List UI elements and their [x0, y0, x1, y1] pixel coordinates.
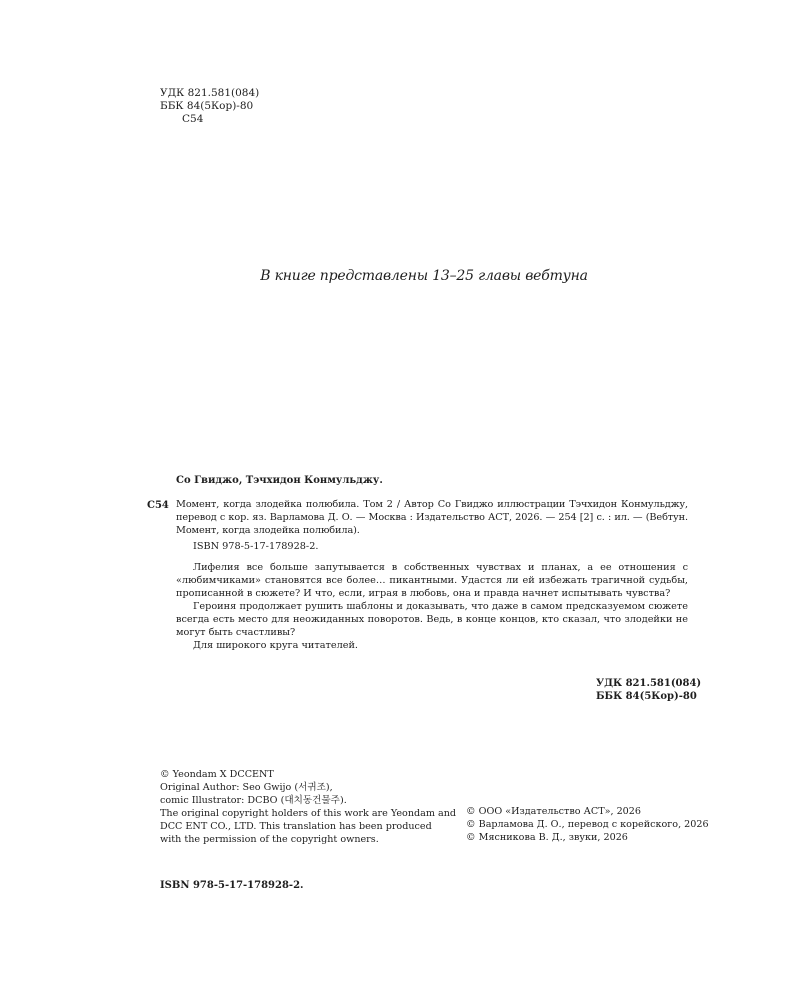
copyright-line: comic Illustrator: DCBO (대치동건물주).	[160, 795, 347, 806]
authors-line: Со Гвиджо, Тэчхидон Конмульджу.	[176, 475, 383, 486]
copyright-line: © ООО «Издательство АСТ», 2026	[466, 806, 641, 817]
bibliographic-block	[176, 498, 688, 652]
copyright-line: © Варламова Д. О., перевод с корейского, 2026	[466, 819, 709, 830]
copyright-line: © Мясникова В. Д., звуки, 2026	[466, 832, 628, 843]
header-udk: УДК 821.581(084)	[160, 87, 260, 99]
header-classification-codes	[160, 87, 259, 126]
bib-line: когда злодейка полюбила).	[222, 525, 360, 536]
russian-copyright-block	[466, 805, 709, 844]
copyright-line: The original copyright holders of this work are Yeondam and	[160, 808, 457, 819]
annotation-paragraph-2: Героиня продолжает рушить шаблоны и доказывать, что даже в самом предсказуемом сюжете всегда есть место для неожиданных поворотов. Ведь, в конце концов, кто сказал, что злодейки не могут быть счастливы?	[176, 601, 688, 638]
original-copyright-block	[160, 768, 456, 846]
copyright-line: DCC ENT CO., LTD. This translation has been produced	[160, 821, 432, 832]
header-bbk: ББК 84(5Кор)-80	[160, 100, 254, 112]
bibliographic-isbn: ISBN 978-5-17-178928-2.	[193, 541, 319, 552]
copyright-line: with the permission of the copyright owners.	[160, 834, 379, 845]
bib-line: Момент, когда злодейка полюбила. Том 2 / Автор Со Гвиджо иллюстрации Тэчхидон Конмульджу,	[176, 499, 688, 510]
header-author-code: С54	[182, 113, 204, 125]
bib-line: перевод с кор. яз. Варламова Д. О. — Москва : Издательство АСТ, 2026. — 254 [2] с. : ил. — (Вебтун. Момент,	[176, 512, 688, 536]
classification-codes	[596, 677, 701, 703]
footer-isbn: ISBN 978-5-17-178928-2.	[160, 880, 304, 891]
book-tagline: В книге представлены 13–25 главы вебтуна	[260, 268, 588, 284]
bibliographic-description	[176, 498, 688, 537]
audience-note: Для широкого круга читателей.	[193, 640, 358, 651]
classification-udk: УДК 821.581(084)	[596, 678, 702, 689]
copyright-line: © Yeondam X DCCENT	[160, 769, 274, 780]
catalog-code: С54	[147, 500, 169, 511]
annotation-paragraph-1: Лифелия все больше запутывается в собственных чувствах и планах, а ее отношения с «любимчиками» становятся все более… пикантными. Удастся ли ей избежать трагичной судьбы, прописанной в сюжете? И что, если, играя в любовь, она и правда начнет испытывать чувства?	[176, 562, 688, 599]
copyright-line: Original Author: Seo Gwijo (서귀조),	[160, 782, 333, 793]
classification-bbk: ББК 84(5Кор)-80	[596, 691, 697, 702]
